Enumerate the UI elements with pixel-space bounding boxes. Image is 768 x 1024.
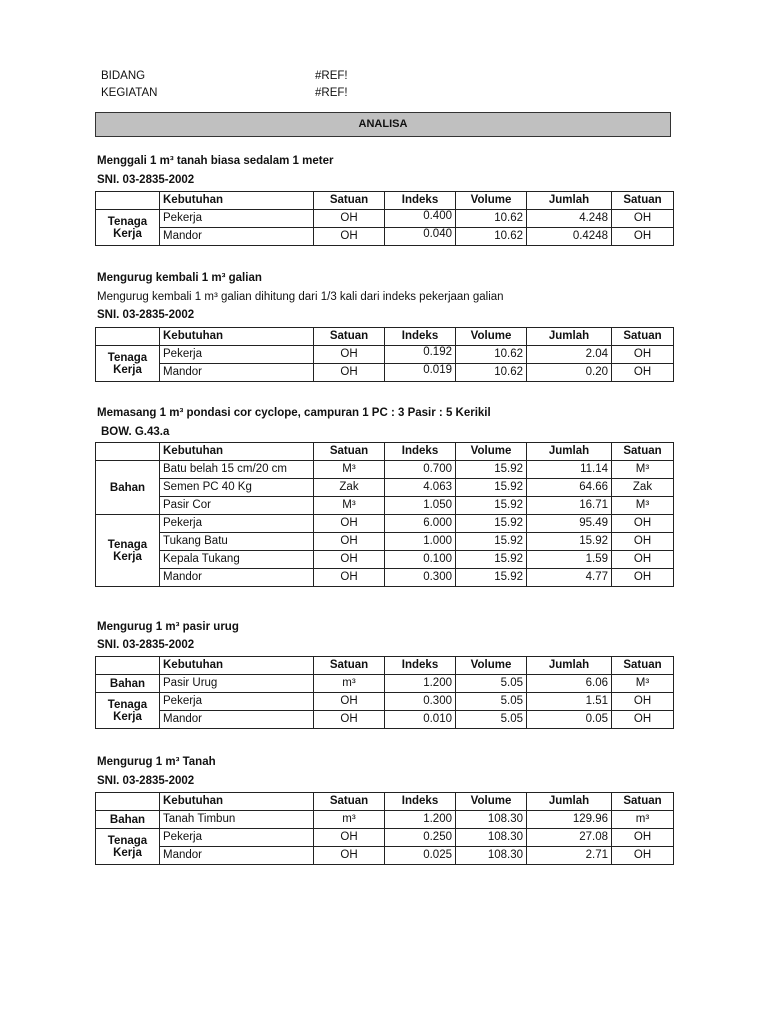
indeks-cell: 0.300 [385, 693, 456, 711]
table-row [96, 811, 674, 829]
section-5-title: Mengurug 1 m³ Tanah [97, 756, 216, 768]
table-row [96, 829, 674, 847]
section-3-table [95, 442, 674, 587]
item-cell: Tukang Batu [160, 533, 314, 551]
col-header-indeks: Indeks [385, 793, 456, 811]
table-row [96, 675, 674, 693]
volume-cell: 10.62 [456, 210, 527, 228]
col-header-volume: Volume [456, 443, 527, 461]
satuan-cell: OH [314, 569, 385, 587]
indeks-cell: 6.000 [385, 515, 456, 533]
satuan2-cell: M³ [612, 675, 674, 693]
blank-cell [96, 443, 160, 461]
indeks-cell: 1.050 [385, 497, 456, 515]
blank-cell [96, 793, 160, 811]
indeks-cell: 1.200 [385, 811, 456, 829]
indeks-cell: 1.200 [385, 675, 456, 693]
satuan-cell: Zak [314, 479, 385, 497]
volume-cell: 5.05 [456, 711, 527, 729]
jumlah-cell: 27.08 [527, 829, 612, 847]
table-row [96, 461, 674, 479]
indeks-cell: 0.250 [385, 829, 456, 847]
section-2-title: Mengurug kembali 1 m³ galian [97, 272, 262, 284]
volume-cell: 5.05 [456, 693, 527, 711]
bidang-value: #REF! [315, 70, 348, 82]
item-cell: Mandor [160, 711, 314, 729]
indeks-cell: 0.040 [385, 228, 456, 246]
group-label: Bahan [96, 461, 160, 515]
section-1-title: Menggali 1 m³ tanah biasa sedalam 1 meter [97, 155, 334, 167]
col-header-kebutuhan: Kebutuhan [160, 328, 314, 346]
col-header-volume: Volume [456, 793, 527, 811]
section-2-note: Mengurug kembali 1 m³ galian dihitung dari 1/3 kali dari indeks pekerjaan galian [97, 291, 504, 303]
satuan2-cell: OH [612, 551, 674, 569]
indeks-cell: 0.192 [385, 346, 456, 364]
volume-cell: 5.05 [456, 675, 527, 693]
item-cell: Mandor [160, 569, 314, 587]
item-cell: Pekerja [160, 210, 314, 228]
table-row [96, 693, 674, 711]
jumlah-cell: 2.04 [527, 346, 612, 364]
satuan-cell: OH [314, 711, 385, 729]
jumlah-cell: 129.96 [527, 811, 612, 829]
indeks-cell: 0.400 [385, 210, 456, 228]
group-label: Tenaga Kerja [96, 515, 160, 587]
section-3-ref: BOW. G.43.a [101, 426, 170, 438]
indeks-cell: 0.010 [385, 711, 456, 729]
satuan2-cell: OH [612, 228, 674, 246]
item-cell: Batu belah 15 cm/20 cm [160, 461, 314, 479]
indeks-cell: 1.000 [385, 533, 456, 551]
volume-cell: 15.92 [456, 515, 527, 533]
table-row [96, 210, 674, 228]
jumlah-cell: 1.51 [527, 693, 612, 711]
volume-cell: 15.92 [456, 551, 527, 569]
volume-cell: 10.62 [456, 228, 527, 246]
col-header-jumlah: Jumlah [527, 793, 612, 811]
jumlah-cell: 2.71 [527, 847, 612, 865]
satuan-cell: OH [314, 693, 385, 711]
col-header-satuan: Satuan [314, 793, 385, 811]
col-header-indeks: Indeks [385, 192, 456, 210]
jumlah-cell: 95.49 [527, 515, 612, 533]
satuan2-cell: OH [612, 210, 674, 228]
col-header-volume: Volume [456, 192, 527, 210]
col-header-volume: Volume [456, 657, 527, 675]
jumlah-cell: 64.66 [527, 479, 612, 497]
indeks-cell: 0.100 [385, 551, 456, 569]
item-cell: Pasir Cor [160, 497, 314, 515]
col-header-satuan-2: Satuan [612, 657, 674, 675]
section-2-ref: SNI. 03-2835-2002 [97, 309, 195, 321]
satuan-cell: OH [314, 515, 385, 533]
jumlah-cell: 0.4248 [527, 228, 612, 246]
col-header-jumlah: Jumlah [527, 192, 612, 210]
table-row [96, 364, 674, 382]
volume-cell: 108.30 [456, 811, 527, 829]
table-row [96, 515, 674, 533]
item-cell: Mandor [160, 847, 314, 865]
satuan2-cell: OH [612, 829, 674, 847]
satuan-cell: OH [314, 847, 385, 865]
table-row [96, 533, 674, 551]
item-cell: Pasir Urug [160, 675, 314, 693]
jumlah-cell: 0.05 [527, 711, 612, 729]
col-header-indeks: Indeks [385, 657, 456, 675]
table-header-row [96, 328, 674, 346]
kegiatan-value: #REF! [315, 87, 348, 99]
table-row [96, 228, 674, 246]
group-label: Tenaga Kerja [96, 346, 160, 382]
table-row [96, 569, 674, 587]
satuan-cell: m³ [314, 811, 385, 829]
satuan2-cell: OH [612, 364, 674, 382]
satuan2-cell: m³ [612, 811, 674, 829]
item-cell: Pekerja [160, 693, 314, 711]
analisa-banner: ANALISA [95, 112, 671, 137]
table-row [96, 479, 674, 497]
jumlah-cell: 4.248 [527, 210, 612, 228]
volume-cell: 15.92 [456, 461, 527, 479]
col-header-satuan: Satuan [314, 192, 385, 210]
item-cell: Pekerja [160, 346, 314, 364]
section-5-ref: SNI. 03-2835-2002 [97, 775, 195, 787]
satuan-cell: OH [314, 551, 385, 569]
jumlah-cell: 0.20 [527, 364, 612, 382]
jumlah-cell: 16.71 [527, 497, 612, 515]
satuan2-cell: OH [612, 569, 674, 587]
satuan-cell: M³ [314, 461, 385, 479]
col-header-volume: Volume [456, 328, 527, 346]
satuan2-cell: M³ [612, 497, 674, 515]
volume-cell: 15.92 [456, 569, 527, 587]
section-4-table [95, 656, 674, 729]
item-cell: Tanah Timbun [160, 811, 314, 829]
indeks-cell: 0.700 [385, 461, 456, 479]
volume-cell: 15.92 [456, 497, 527, 515]
item-cell: Pekerja [160, 829, 314, 847]
blank-cell [96, 657, 160, 675]
jumlah-cell: 1.59 [527, 551, 612, 569]
col-header-satuan-2: Satuan [612, 192, 674, 210]
satuan-cell: OH [314, 228, 385, 246]
section-4-ref: SNI. 03-2835-2002 [97, 639, 195, 651]
col-header-indeks: Indeks [385, 443, 456, 461]
jumlah-cell: 6.06 [527, 675, 612, 693]
col-header-jumlah: Jumlah [527, 443, 612, 461]
col-header-satuan-2: Satuan [612, 793, 674, 811]
indeks-cell: 0.019 [385, 364, 456, 382]
group-label: Tenaga Kerja [96, 829, 160, 865]
volume-cell: 108.30 [456, 847, 527, 865]
item-cell: Semen PC 40 Kg [160, 479, 314, 497]
table-row [96, 847, 674, 865]
col-header-kebutuhan: Kebutuhan [160, 793, 314, 811]
satuan2-cell: OH [612, 847, 674, 865]
group-label: Tenaga Kerja [96, 210, 160, 246]
satuan-cell: OH [314, 364, 385, 382]
group-label: Bahan [96, 675, 160, 693]
indeks-cell: 0.025 [385, 847, 456, 865]
satuan-cell: m³ [314, 675, 385, 693]
blank-cell [96, 328, 160, 346]
satuan2-cell: OH [612, 711, 674, 729]
table-header-row [96, 192, 674, 210]
indeks-cell: 0.300 [385, 569, 456, 587]
col-header-jumlah: Jumlah [527, 328, 612, 346]
jumlah-cell: 4.77 [527, 569, 612, 587]
col-header-kebutuhan: Kebutuhan [160, 192, 314, 210]
group-label: Tenaga Kerja [96, 693, 160, 729]
table-row [96, 551, 674, 569]
col-header-satuan: Satuan [314, 328, 385, 346]
col-header-indeks: Indeks [385, 328, 456, 346]
satuan2-cell: OH [612, 515, 674, 533]
section-3-title: Memasang 1 m³ pondasi cor cyclope, campuran 1 PC : 3 Pasir : 5 Kerikil [97, 407, 491, 419]
jumlah-cell: 15.92 [527, 533, 612, 551]
item-cell: Mandor [160, 364, 314, 382]
satuan2-cell: M³ [612, 461, 674, 479]
bidang-label: BIDANG [101, 70, 146, 82]
satuan2-cell: OH [612, 693, 674, 711]
satuan-cell: OH [314, 829, 385, 847]
section-1-ref: SNI. 03-2835-2002 [97, 174, 195, 186]
volume-cell: 108.30 [456, 829, 527, 847]
table-row [96, 711, 674, 729]
satuan2-cell: Zak [612, 479, 674, 497]
kegiatan-label: KEGIATAN [101, 87, 158, 99]
table-row [96, 346, 674, 364]
col-header-satuan-2: Satuan [612, 328, 674, 346]
group-label: Bahan [96, 811, 160, 829]
volume-cell: 10.62 [456, 364, 527, 382]
table-row [96, 497, 674, 515]
satuan-cell: M³ [314, 497, 385, 515]
satuan-cell: OH [314, 533, 385, 551]
col-header-satuan: Satuan [314, 657, 385, 675]
satuan2-cell: OH [612, 346, 674, 364]
section-4-title: Mengurug 1 m³ pasir urug [97, 621, 239, 633]
volume-cell: 15.92 [456, 533, 527, 551]
satuan-cell: OH [314, 210, 385, 228]
volume-cell: 15.92 [456, 479, 527, 497]
col-header-kebutuhan: Kebutuhan [160, 657, 314, 675]
jumlah-cell: 11.14 [527, 461, 612, 479]
table-header-row [96, 443, 674, 461]
volume-cell: 10.62 [456, 346, 527, 364]
satuan2-cell: OH [612, 533, 674, 551]
item-cell: Mandor [160, 228, 314, 246]
satuan-cell: OH [314, 346, 385, 364]
table-header-row [96, 793, 674, 811]
col-header-jumlah: Jumlah [527, 657, 612, 675]
col-header-satuan-2: Satuan [612, 443, 674, 461]
item-cell: Pekerja [160, 515, 314, 533]
indeks-cell: 4.063 [385, 479, 456, 497]
table-header-row [96, 657, 674, 675]
section-2-table [95, 327, 674, 382]
section-1-table [95, 191, 674, 246]
blank-cell [96, 192, 160, 210]
col-header-kebutuhan: Kebutuhan [160, 443, 314, 461]
item-cell: Kepala Tukang [160, 551, 314, 569]
col-header-satuan: Satuan [314, 443, 385, 461]
section-5-table [95, 792, 674, 865]
